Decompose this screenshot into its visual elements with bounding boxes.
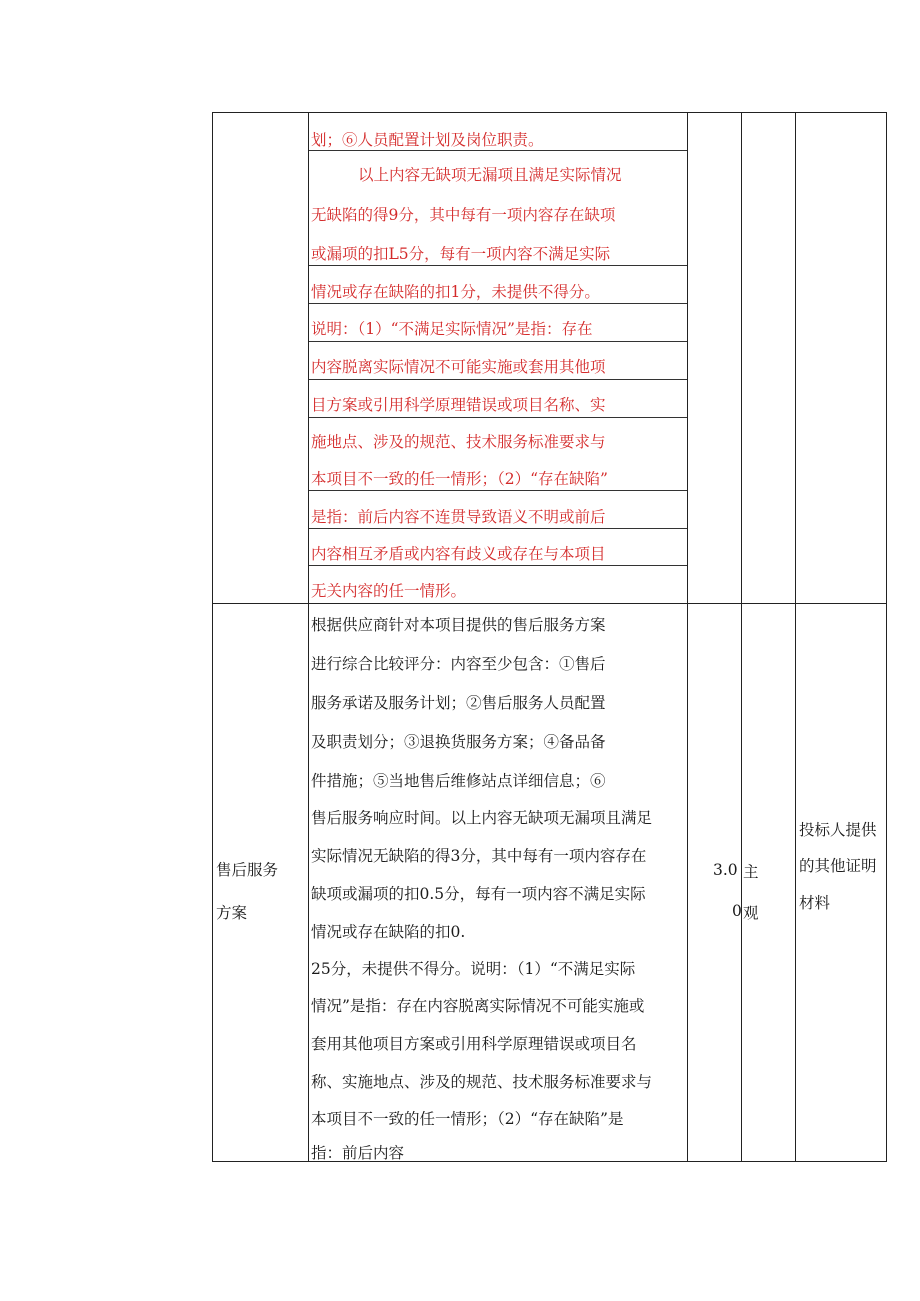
upper-description-line: 内容脱离实际情况不可能实施或套用其他项 [311, 358, 606, 376]
item-name-line: 方案 [216, 904, 248, 922]
upper-description-line: 情况或存在缺陷的扣1分，未提供不得分。 [311, 283, 600, 301]
description-line: 进行综合比较评分：内容至少包含：①售后 [311, 655, 606, 673]
text-underline [309, 528, 687, 529]
upper-description-line: 无缺陷的得9分，其中每有一项内容存在缺项 [311, 206, 616, 224]
description-line: 指：前后内容 [311, 1144, 405, 1162]
description-line: 及职责划分；③退换货服务方案；④备品备 [311, 733, 606, 751]
description-line: 称、实施地点、涉及的规范、技术服务标准要求与 [311, 1073, 653, 1091]
text-underline [309, 150, 687, 151]
description-line: 根据供应商针对本项目提供的售后服务方案 [311, 616, 606, 634]
description-line: 套用其他项目方案或引用科学原理错误或项目名 [311, 1035, 637, 1053]
type-line: 主 [743, 863, 759, 881]
description-line: 情况或存在缺陷的扣0. [311, 923, 466, 941]
column-divider [741, 113, 742, 1161]
description-line: 缺项或漏项的扣0.5分，每有一项内容不满足实际 [311, 885, 646, 903]
column-divider [308, 113, 309, 1161]
description-line: 售后服务响应时间。以上内容无缺项无漏项且满足 [311, 809, 653, 827]
evidence-line: 投标人提供 [799, 821, 877, 839]
description-line: 实际情况无缺陷的得3分，其中每有一项内容存在 [311, 847, 647, 865]
text-underline [309, 490, 687, 491]
type-line: 观 [743, 904, 759, 922]
upper-description-line: 施地点、涉及的规范、技术服务标准要求与 [311, 433, 606, 451]
scoring-table [212, 112, 887, 1162]
item-name-line: 售后服务 [216, 861, 279, 879]
upper-description-line: 是指：前后内容不连贯导致语义不明或前后 [311, 508, 606, 526]
upper-description-line: 说明：（1）“不满足实际情况”是指：存在 [311, 320, 593, 338]
text-underline [309, 303, 687, 304]
description-line: 情况”是指：存在内容脱离实际情况不可能实施或 [311, 997, 645, 1015]
upper-description-line: 目方案或引用科学原理错误或项目名称、实 [311, 396, 606, 414]
text-underline [309, 265, 687, 266]
description-line: 件措施；⑤当地售后维修站点详细信息；⑥ [311, 772, 606, 790]
description-line: 25分，未提供不得分。说明：（1）“不满足实际 [311, 960, 636, 978]
text-underline [309, 417, 687, 418]
description-line: 服务承诺及服务计划；②售后服务人员配置 [311, 694, 606, 712]
score-line: 3.0 [713, 861, 738, 879]
upper-description-line: 或漏项的扣L5分，每有一项内容不满足实际 [311, 245, 611, 263]
upper-description-line: 以上内容无缺项无漏项且满足实际情况 [358, 166, 622, 184]
upper-description-line: 内容相互矛盾或内容有歧义或存在与本项目 [311, 545, 606, 563]
upper-description-line: 无关内容的任一情形。 [311, 582, 467, 600]
evidence-line: 的其他证明 [799, 857, 877, 875]
description-line: 本项目不一致的任一情形；（2）“存在缺陷”是 [311, 1110, 624, 1128]
evidence-line: 材料 [799, 894, 831, 912]
text-underline [309, 379, 687, 380]
score-line: 0 [732, 902, 742, 920]
upper-description-line: 划；⑥人员配置计划及岗位职责。 [311, 131, 544, 149]
text-underline [309, 341, 687, 342]
text-underline [309, 565, 687, 566]
column-divider [795, 113, 796, 1161]
upper-description-line: 本项目不一致的任一情形；（2）“存在缺陷” [311, 470, 608, 488]
row-divider [213, 603, 886, 604]
column-divider [687, 113, 688, 1161]
